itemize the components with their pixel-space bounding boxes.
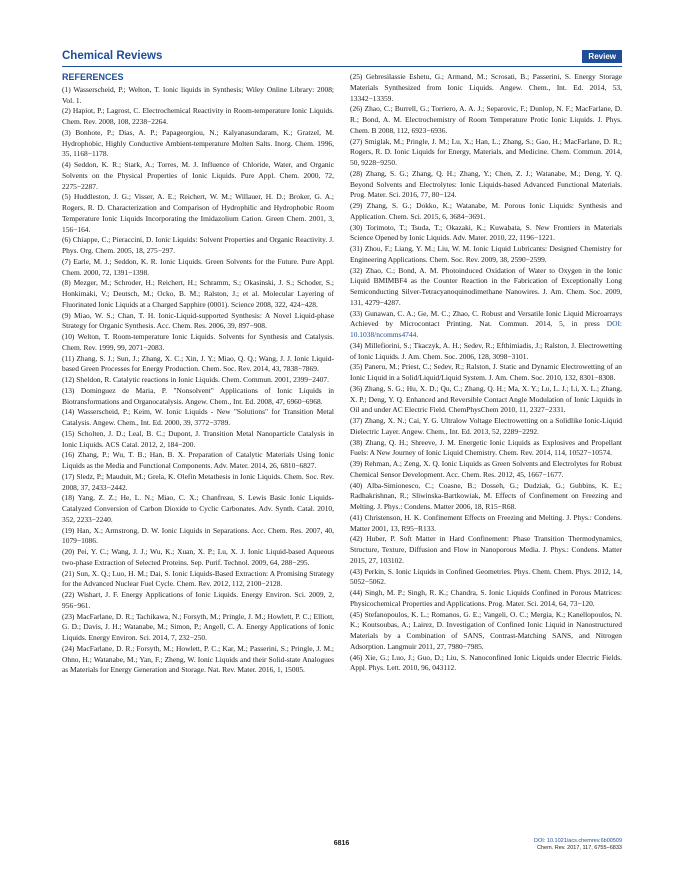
reference-item: (22) Wishart, J. F. Energy Applications of Ionic Liquids. Energy Environ. Sci. 2009, 2, 956−961. xyxy=(62,590,334,610)
reference-item: (27) Smiglak, M.; Pringle, J. M.; Lu, X.; Han, L.; Zhang, S.; Gao, H.; MacFarlane, D. R.; Rogers, R. D. Ionic Liquids for Energy, Materials, and Medicine. Chem. Commun. 2014, 50, 9228−9250. xyxy=(350,136,622,167)
reference-item: (40) Alba-Simionesco, C.; Coasne, B.; Dosseh, G.; Dudziak, G.; Gubbins, K. E.; Radhakrishnan, R.; Sliwinska-Bartkowiak, M. Effects of Confinement on Freezing and Melting. J. Phys.: Condens. Matter 2006, 18, R15−R68. xyxy=(350,480,622,511)
reference-item: (3) Bonhote, P.; Dias, A. P.; Papageorgiou, N.; Kalyanasundaram, K.; Gratzel, M. Hydrophobic, Highly Conductive Ambient-temperature Molten Salts. Inorg. Chem. 1996, 35, 1168−1178. xyxy=(62,127,334,159)
reference-item: (4) Seddon, K. R.; Stark, A.; Torres, M. J. Influence of Chloride, Water, and Organic Solvents on the Physical Properties of Ionic Liquids. Pure Appl. Chem. 2000, 72, 2275−2287. xyxy=(62,160,334,191)
reference-item: (18) Yang, Z. Z.; He, L. N.; Miao, C. X.; Chanfreau, S. Lewis Basic Ionic Liquids-Catalyzed Conversion of Carbon Dioxide to Cyclic Carbonates. Adv. Synth. Catal. 2010, 352, 2233−2240. xyxy=(62,493,334,524)
reference-item: (38) Zhang, Q. H.; Shreeve, J. M. Energetic Ionic Liquids as Explosives and Propellant Fuels: A New Journey of Ionic Liquid Chemistry. Chem. Rev. 2014, 114, 10527−10574. xyxy=(350,437,622,458)
reference-item: (31) Zhou, F.; Liang, Y. M.; Liu, W. M. Ionic Liquid Lubricants: Designed Chemistry for Engineering Applications. Chem. Soc. Rev. 2009, 38, 2590−2599. xyxy=(350,244,622,264)
reference-item: (37) Zhang, X. N.; Cai, Y. G. Ultralow Voltage Electrowetting on a Solidlike Ionic-Liquid Dielectric Layer. Angew. Chem., Int. Ed. 2013, 52, 2289−2292. xyxy=(350,416,622,436)
left-column xyxy=(62,72,334,842)
right-reference-list xyxy=(350,72,622,674)
reference-item: (26) Zhao, C.; Burrell, G.; Torriero, A. A. J.; Separovic, F.; Dunlop, N. F.; MacFarlane, D. R.; Bond, A. M. Electrochemistry of Room Temperature Protic Ionic Liquids. J. Phys. Chem. B 2008, 112, 6923−6936. xyxy=(350,104,622,135)
reference-item: (13) Dominguez de Maria, P. "Nonsolvent" Applications of Ionic Liquids in Biotransformations and Organocatalysis. Angew. Chem., Int. Ed. 2008, 47, 6960−6968. xyxy=(62,385,334,406)
reference-item: (8) Mezger, M.; Schroder, H.; Reichert, H.; Schramm, S.; Okasinski, J. S.; Schoder, S.; Honkimaki, V.; Deutsch, M.; Ocko, B. M.; Ralston, J.; et al. Molecular Layering of Fluorinated Ionic Liquids at a Charged Sapphire (0001). Science 2008, 322, 424−428. xyxy=(62,278,334,309)
reference-item: (9) Miao, W. S.; Chan, T. H. Ionic-Liquid-supported Synthesis: A Novel Liquid-phase Strategy for Organic Synthesis. Acc. Chem. Res. 2006, 39, 897−908. xyxy=(62,310,334,331)
reference-item: (17) Sledz, P.; Mauduit, M.; Grela, K. Olefin Metathesis in Ionic Liquids. Chem. Soc. Rev. 2008, 37, 2433−2442. xyxy=(62,471,334,492)
reference-item: (25) Gebresilassie Eshetu, G.; Armand, M.; Scrosati, B.; Passerini, S. Energy Storage Materials Synthesized from Ionic Liquids. Angew. Chem., Int. Ed. 2014, 53, 13342−13359. xyxy=(350,72,622,103)
page-number: 6816 xyxy=(333,840,350,847)
reference-item: (36) Zhang, S. G.; Hu, X. D.; Qu, C.; Zhang, Q. H.; Ma, X. Y.; Lu, L. J.; Li, X. L.; Zhang, X. P.; Deng, Y. Q. Enhanced and Reversible Contact Angle Modulation of Ionic Liquids in Oil and under AC Electric Field. ChemPhysChem 2010, 11, 2327−2331. xyxy=(350,383,622,415)
reference-item: (29) Zhang, S. G.; Dokko, K.; Watanabe, M. Porous Ionic Liquids: Synthesis and Application. Chem. Sci. 2015, 6, 3684−3691. xyxy=(350,201,622,221)
footer-doi-block xyxy=(534,838,622,852)
reference-item: (35) Paneru, M.; Priest, C.; Sedev, R.; Ralston, J. Static and Dynamic Electrowetting of an Ionic Liquid in a Solid/Liquid/Liquid System. J. Am. Chem. Soc. 2010, 132, 8301−8308. xyxy=(350,362,622,382)
page-header xyxy=(62,50,622,66)
reference-item: (2) Hapiot, P.; Lagrost, C. Electrochemical Reactivity in Room-temperature Ionic Liquids. Chem. Rev. 2008, 108, 2238−2264. xyxy=(62,106,334,126)
reference-item: (19) Han, X.; Armstrong, D. W. Ionic Liquids in Separations. Acc. Chem. Res. 2007, 40, 1079−1086. xyxy=(62,525,334,546)
reference-item: (46) Xie, G.; Luo, J.; Guo, D.; Liu, S. Nanoconfined Ionic Liquids under Electric Fields. Appl. Phys. Lett. 2010, 96, 043112. xyxy=(350,652,622,673)
references-heading: REFERENCES xyxy=(62,72,124,82)
article-type-badge: Review xyxy=(582,50,622,63)
ref-33-doi-link[interactable]: DOI: 10.1038/ncomms4744. xyxy=(350,319,622,339)
reference-item: (10) Welton, T. Room-temperature Ionic Liquids. Solvents for Synthesis and Catalysis. Chem. Rev. 1999, 99, 2071−2083. xyxy=(62,332,334,352)
reference-item: (39) Rehman, A.; Zeng, X. Q. Ionic Liquids as Green Solvents and Electrolytes for Robust Chemical Sensor Development. Acc. Chem. Res. 2012, 45, 1667−1677. xyxy=(350,459,622,479)
reference-item: (30) Torimoto, T.; Tsuda, T.; Okazaki, K.; Kuwabata, S. New Frontiers in Materials Science Opened by Ionic Liquids. Adv. Mater. 2010, 22, 1196−1221. xyxy=(350,222,622,243)
reference-item: (11) Zhang, S. J.; Sun, J.; Zhang, X. C.; Xin, J. Y.; Miao, Q. Q.; Wang, J. J. Ionic Liquid-based Green Processes for Energy Production. Chem. Soc. Rev. 2014, 43, 7838−7869. xyxy=(62,353,334,374)
reference-item: (45) Stefanopoulos, K. L.; Romanos, G. E.; Vangeli, O. C.; Mergia, K.; Kanellopoulos, N. K.; Koutsoubas, A.; Lairez, D. Investigation of Confined Ionic Liquid in Nanostructured Materials by a Combination of SANS, Contrast-Matching SANS, and Nitrogen Adsorption. Langmuir 2011, 27, 7980−7985. xyxy=(350,609,622,651)
reference-item: (24) MacFarlane, D. R.; Forsyth, M.; Howlett, P. C.; Kar, M.; Passerini, S.; Pringle, J. M.; Ohno, H.; Watanabe, M.; Yan, F.; Zheng, W. Ionic Liquids and their Solid-state Analogues as Materials for Energy Generation and Storage. Nat. Rev. Mater. 2016, 1, 15005. xyxy=(62,643,334,675)
reference-item: (41) Christenson, H. K. Confinement Effects on Freezing and Melting. J. Phys.: Condens. Matter 2001, 13, R95−R133. xyxy=(350,512,622,533)
reference-item: (28) Zhang, S. G.; Zhang, Q. H.; Zhang, Y.; Chen, Z. J.; Watanabe, M.; Deng, Y. Q. Beyond Solvents and Electrolytes: Ionic Liquids-based Advanced Functional Materials. Prog. Mater. Sci. 2016, 77, 80−124. xyxy=(350,168,622,200)
reference-item: (6) Chiappe, C.; Pieraccini, D. Ionic Liquids: Solvent Properties and Organic Reactivity. J. Phys. Org. Chem. 2005, 18, 275−297. xyxy=(62,235,334,255)
header-rule xyxy=(62,66,622,67)
reference-item: (33) Gunawan, C. A.; Ge, M. C.; Zhao, C. Robust and Versatile Ionic Liquid Microarrays Achieved by Microcontact Printing. Nat. Commun. 2014, 5, in press DOI: 10.1038/ncomms4744. xyxy=(350,308,622,339)
reference-item: (44) Singh, M. P.; Singh, R. K.; Chandra, S. Ionic Liquids Confined in Porous Matrices: Physicochemical Properties and Applications. Prog. Mater. Sci. 2014, 64, 73−120. xyxy=(350,588,622,608)
reference-item: (15) Scholten, J. D.; Leal, B. C.; Dupont, J. Transition Metal Nanoparticle Catalysis in Ionic Liquids. ACS Catal. 2012, 2, 184−200. xyxy=(62,428,334,449)
left-reference-list xyxy=(62,85,334,676)
reference-item: (14) Wasserscheid, P.; Keim, W. Ionic Liquids - New "Solutions" for Transition Metal Catalysis. Angew. Chem., Int. Ed. 2000, 39, 3772−3789. xyxy=(62,407,334,427)
reference-item: (23) MacFarlane, D. R.; Tachikawa, N.; Forsyth, M.; Pringle, J. M.; Howlett, P. C.; Elliott, G. D.; Davis, J. H.; Watanabe, M.; Simon, P.; Angell, C. A. Energy Applications of Ionic Liquids. Energy Environ. Sci. 2014, 7, 232−250. xyxy=(62,611,334,642)
reference-item: (42) Huber, P. Soft Matter in Hard Confinement: Phase Transition Thermodynamics, Structure, Texture, Diffusion and Flow in Nanoporous Media. J. Phys.: Condens. Matter 2015, 27, 103102. xyxy=(350,534,622,565)
reference-item: (34) Millefiorini, S.; Tkaczyk, A. H.; Sedev, R.; Efthimiadis, J.; Ralston, J. Electrowetting of Ionic Liquids. J. Am. Chem. Soc. 2006, 128, 3098−3101. xyxy=(350,340,622,361)
reference-item: (7) Earle, M. J.; Seddon, K. R. Ionic Liquids. Green Solvents for the Future. Pure Appl. Chem. 2000, 72, 1391−1398. xyxy=(62,256,334,277)
reference-item: (16) Zhang, P.; Wu, T. B.; Han, B. X. Preparation of Catalytic Materials Using Ionic Liquids as the Media and Functional Components. Adv. Mater. 2014, 26, 6810−6827. xyxy=(62,450,334,470)
reference-item: (43) Perkin, S. Ionic Liquids in Confined Geometries. Phys. Chem. Chem. Phys. 2012, 14, 5052−5062. xyxy=(350,566,622,587)
reference-item: (32) Zhao, C.; Bond, A. M. Photoinduced Oxidation of Water to Oxygen in the Ionic Liquid BMIMBF4 as the Counter Reaction in the Fabrication of Exceptionally Long Semiconducting Silver-Tetracyanoquinodimethane Nanowires. J. Am. Chem. Soc. 2009, 131, 4279−4287. xyxy=(350,265,622,307)
footer-doi-link[interactable]: DOI: 10.1021/acs.chemrev.6b00509 xyxy=(534,838,622,844)
reference-item: (5) Huddleston, J. G.; Visser, A. E.; Reichert, W. M.; Willauer, H. D.; Broker, G. A.; Rogers, R. D. Characterization and Comparison of Hydrophilic and Hydrophobic Room Temperature Ionic Liquids Incorporating the Imidazolium Cation. Green Chem. 2001, 3, 156−164. xyxy=(62,192,334,234)
footer-citation: Chem. Rev. 2017, 117, 6755−6833 xyxy=(537,845,622,851)
reference-item: (12) Sheldon, R. Catalytic reactions in Ionic Liquids. Chem. Commun. 2001, 2399−2407. xyxy=(62,375,329,384)
journal-title: Chemical Reviews xyxy=(62,50,163,62)
reference-item: (20) Pei, Y. C.; Wang, J. J.; Wu, K.; Xuan, X. P.; Lu, X. J. Ionic Liquid-based Aqueous two-phase Extraction of Selected Proteins. Sep. Purif. Technol. 2009, 64, 288−295. xyxy=(62,547,334,567)
reference-item: (1) Wasserscheid, P.; Welton, T. Ionic liquids in Synthesis; Wiley Online Library: 2008; Vol. 1. xyxy=(62,84,334,105)
right-column xyxy=(350,72,622,842)
reference-item: (21) Sun, X. Q.; Luo, H. M.; Dai, S. Ionic Liquids-Based Extraction: A Promising Strategy for the Advanced Nuclear Fuel Cycle. Chem. Rev. 2012, 112, 2100−2128. xyxy=(62,568,334,589)
